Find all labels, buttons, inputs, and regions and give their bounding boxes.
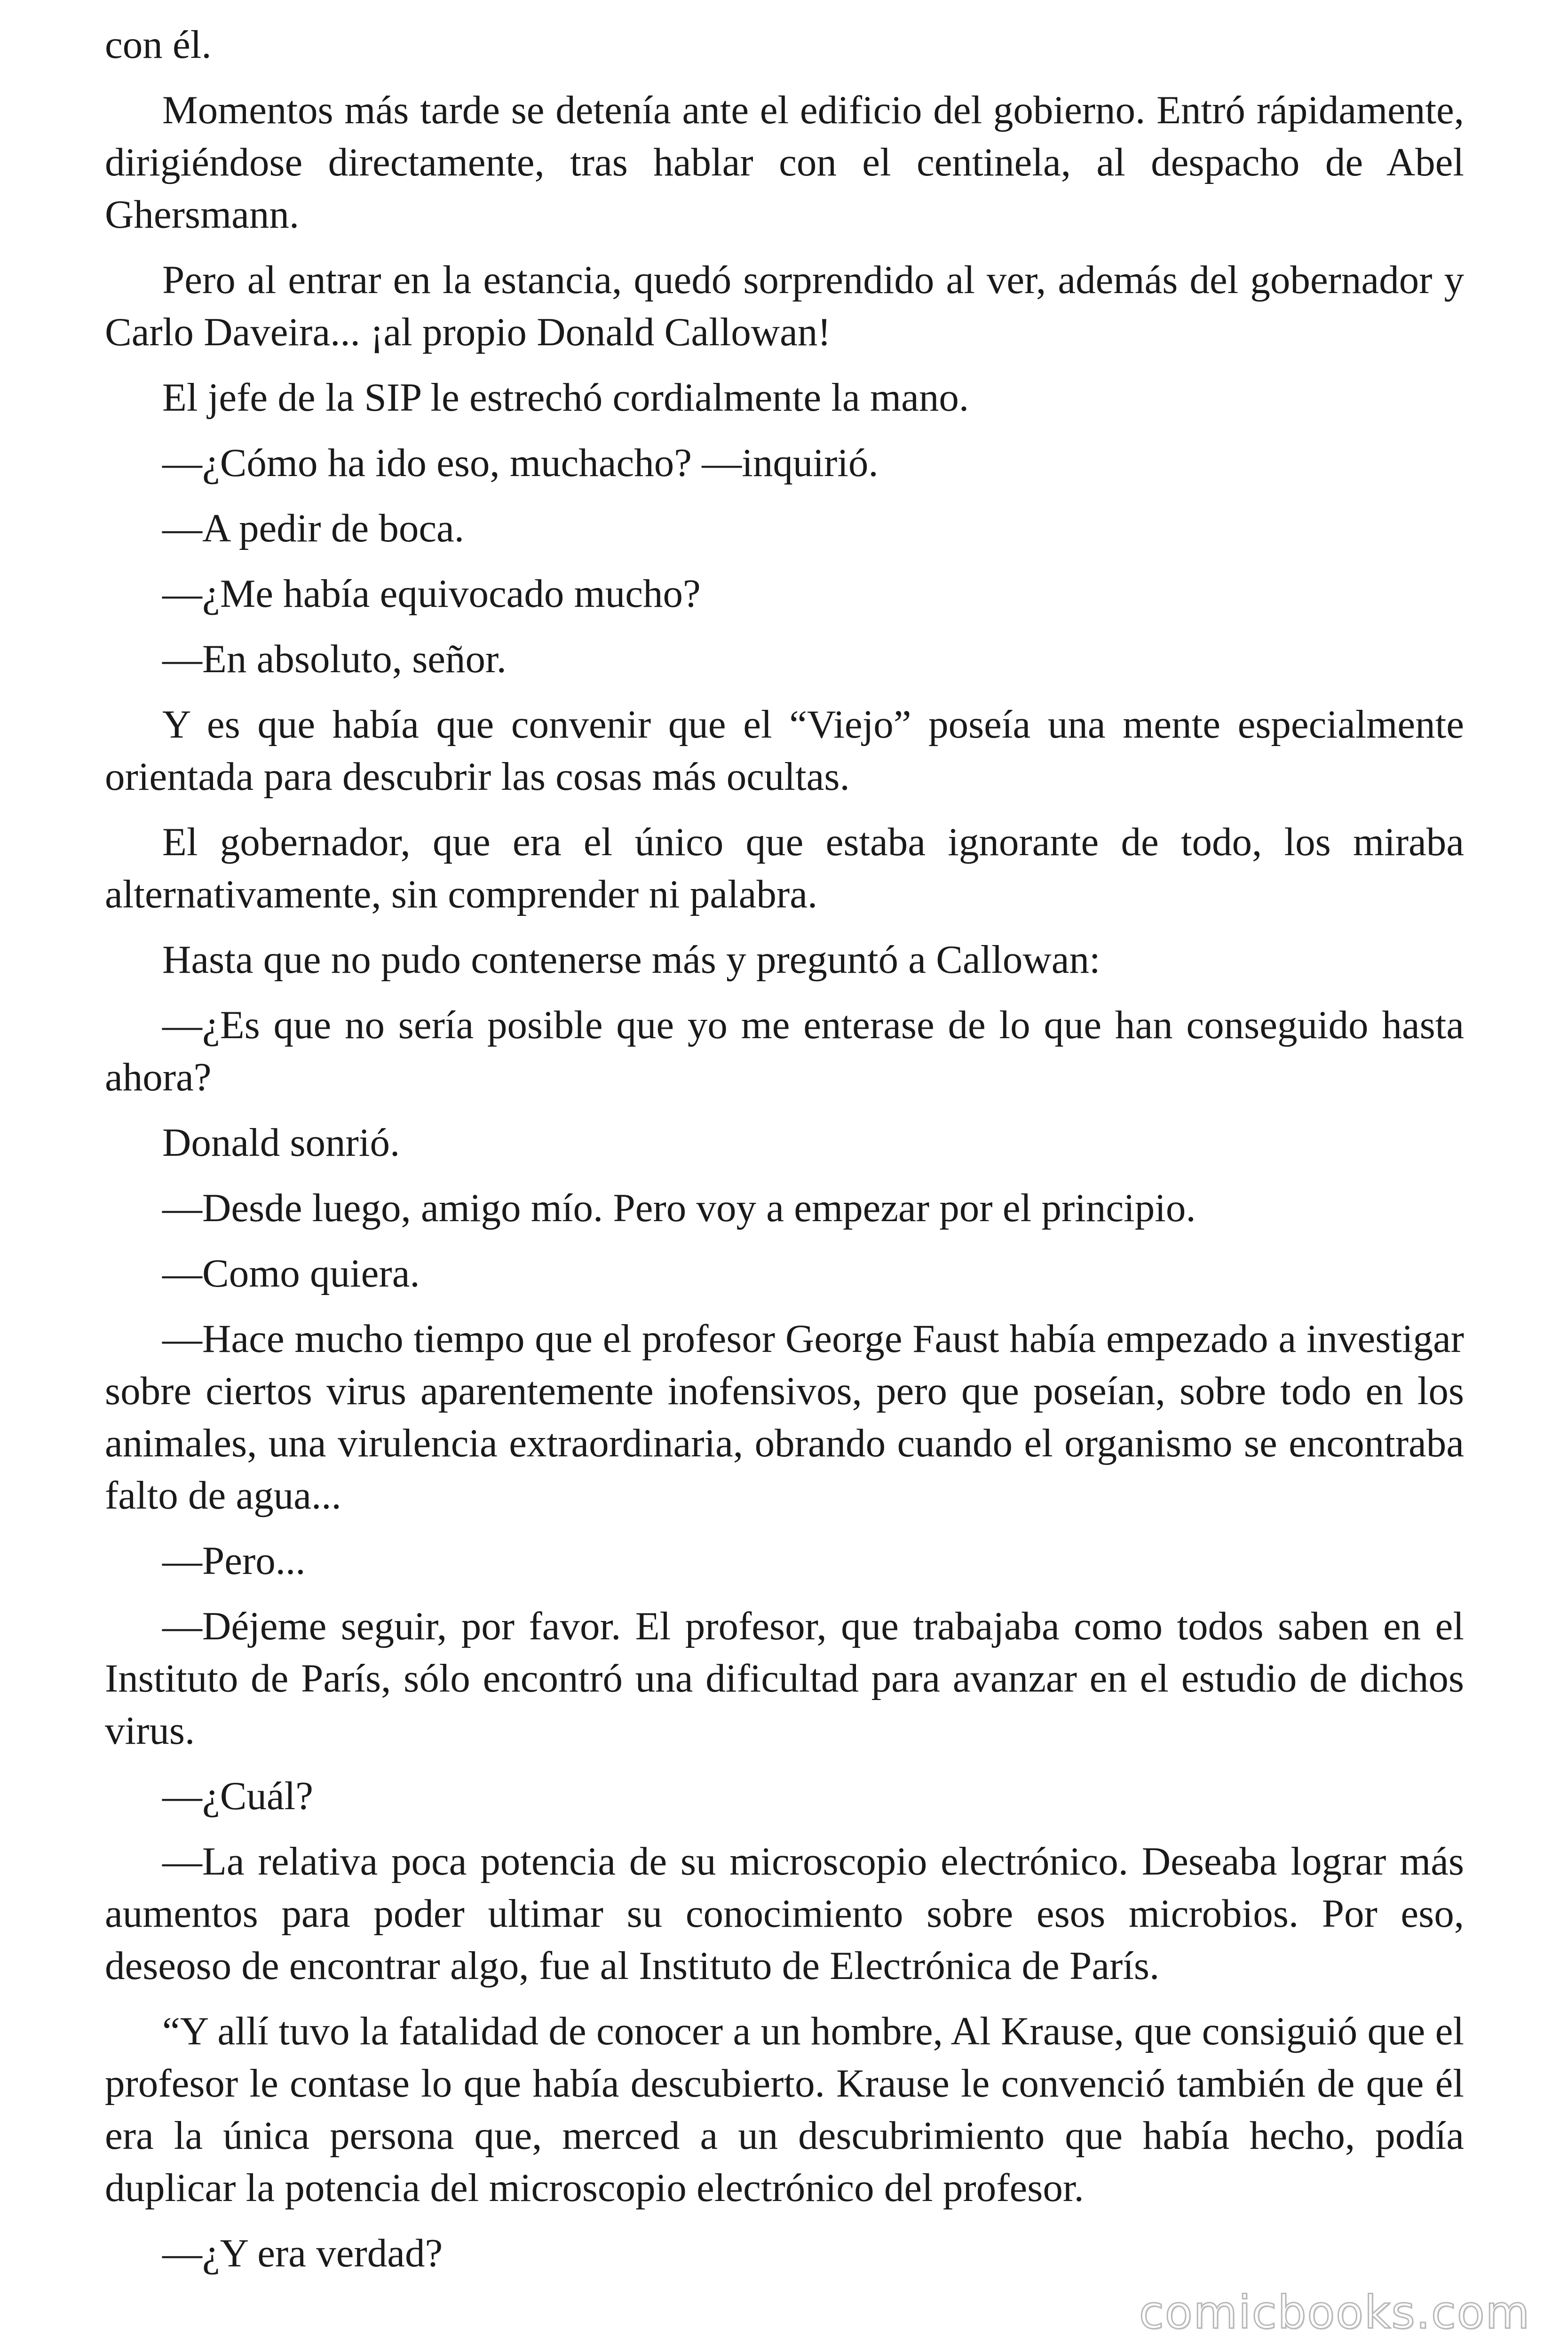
paragraph: —¿Cuál? <box>162 1774 313 1818</box>
paragraph: El jefe de la SIP le estrechó cordialmente la mano. <box>162 375 969 420</box>
paragraph: —En absoluto, señor. <box>162 637 507 681</box>
paragraph: —¿Me había equivocado mucho? <box>162 572 701 616</box>
paragraph: —Desde luego, amigo mío. Pero voy a empezar por el principio. <box>162 1186 1196 1230</box>
watermark: comicbooks.com <box>1139 2286 1530 2339</box>
book-page-text <box>105 19 1464 2293</box>
paragraph: —Déjeme seguir, por favor. El profesor, que trabajaba como todos saben en el Instituto de París, sólo encontró una dificultad para avanzar en el estudio de dichos virus. <box>105 1604 1464 1753</box>
paragraph: con él. <box>105 23 212 67</box>
paragraph: Hasta que no pudo contenerse más y preguntó a Callowan: <box>162 938 1101 982</box>
paragraph: —¿Y era verdad? <box>162 2231 443 2275</box>
paragraph: El gobernador, que era el único que estaba ignorante de todo, los miraba alternativamente, sin comprender ni palabra. <box>105 820 1464 916</box>
paragraph: —¿Es que no sería posible que yo me enterase de lo que han conseguido hasta ahora? <box>105 1003 1464 1099</box>
paragraph: —¿Cómo ha ido eso, muchacho? —inquirió. <box>162 441 879 485</box>
paragraph: —Hace mucho tiempo que el profesor George Faust había empezado a investigar sobre ciertos virus aparentemente inofensivos, pero que poseían, sobre todo en los animales, una virulencia extraordinaria, obrando cuando el organismo se encontraba falto de agua... <box>105 1317 1464 1518</box>
paragraph: Pero al entrar en la estancia, quedó sorprendido al ver, además del gobernador y Carlo Daveira... ¡al propio Donald Callowan! <box>105 258 1464 354</box>
paragraph: Momentos más tarde se detenía ante el edificio del gobierno. Entró rápidamente, dirigiéndose directamente, tras hablar con el centinela, al despacho de Abel Ghersmann. <box>105 88 1464 237</box>
paragraph: —Como quiera. <box>162 1251 420 1295</box>
paragraph: —Pero... <box>162 1539 306 1583</box>
paragraph: Y es que había que convenir que el “Viejo” poseía una mente especialmente orientada para descubrir las cosas más ocultas. <box>105 702 1464 799</box>
paragraph: —La relativa poca potencia de su microscopio electrónico. Deseaba lograr más aumentos para poder ultimar su conocimiento sobre esos microbios. Por eso, deseoso de encontrar algo, fue al Instituto de Electrónica de París. <box>105 1839 1464 1988</box>
paragraph: —A pedir de boca. <box>162 506 465 550</box>
paragraph: “Y allí tuvo la fatalidad de conocer a un hombre, Al Krause, que consiguió que el profesor le contase lo que había descubierto. Krause le convenció también de que él era la única persona que, merced a un descubrimiento que había hecho, podía duplicar la potencia del microscopio electrónico del profesor. <box>105 2009 1464 2210</box>
paragraph: Donald sonrió. <box>162 1120 400 1165</box>
